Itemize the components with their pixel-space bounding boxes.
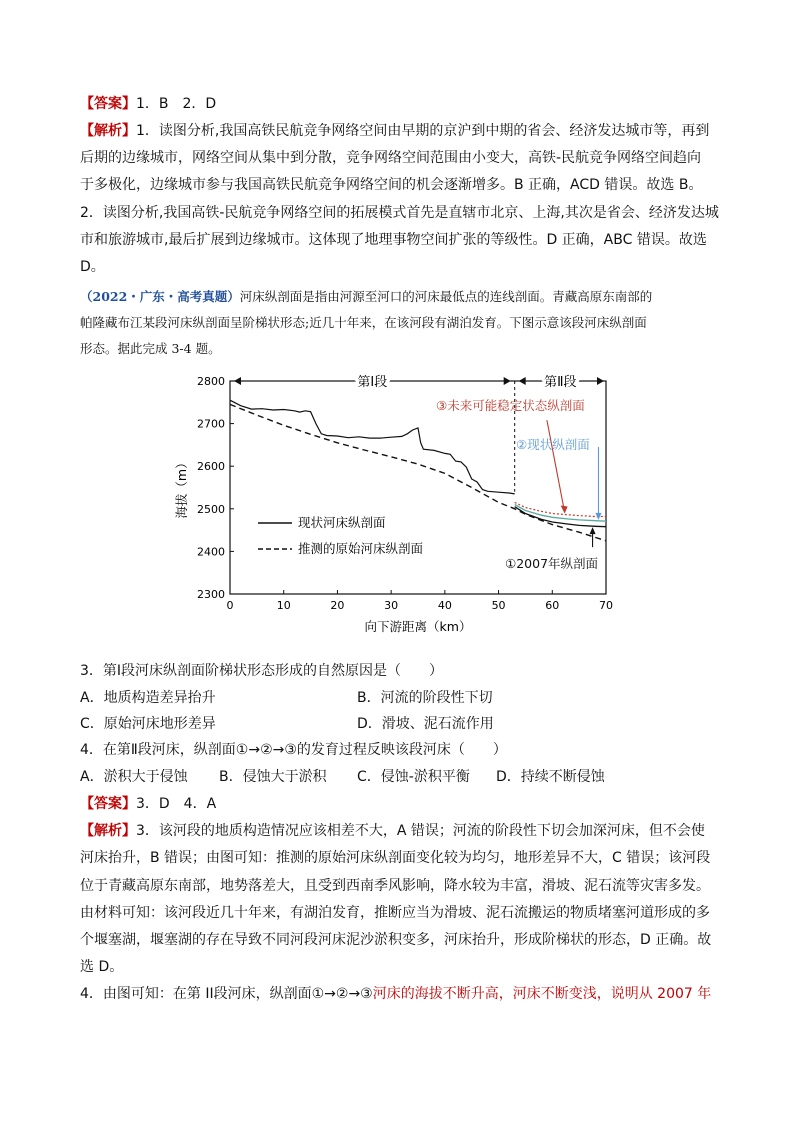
paragraph-line: 河床抬升，B 错误；由图可知：推测的原始河床纵剖面变化较为均匀，地形差异不大，C 错误；该河段 xyxy=(80,850,711,866)
paragraph-line: 1．读图分析,我国高铁民航竞争网络空间由早期的京沪到中期的省会、经济发达城市等，再到 xyxy=(136,123,710,139)
series-line xyxy=(230,400,515,494)
y-tick-label: 2600 xyxy=(197,460,225,474)
analysis-line xyxy=(80,121,709,141)
answer-tag: 【答案】 xyxy=(80,796,136,812)
paragraph-line xyxy=(80,984,711,1004)
annotation-current: ②现状纵剖面 xyxy=(516,437,590,452)
arrow-head xyxy=(519,377,526,385)
q3-option-d[interactable]: D．滑坡、泥石流作用 xyxy=(357,716,494,732)
annotation-arrow xyxy=(547,420,565,512)
answer-text: 3．D 4．A xyxy=(136,796,217,812)
intro-text: 河床纵剖面是指由河源至河口的河床最低点的连线剖面。青藏高原东南部的 xyxy=(239,289,653,304)
question-3-stem: 3．第Ⅰ段河床纵剖面阶梯状形态形成的自然原因是（ ） xyxy=(80,663,444,679)
segment-2-label: 第Ⅱ段 xyxy=(544,375,577,390)
answer-line-2 xyxy=(80,794,216,814)
paragraph-line: 由材料可知：该河段近几十年来，有湖泊发育，推断应当为滑坡、泥石流搬运的物质堵塞河道形成的多 xyxy=(80,905,710,921)
x-tick-label: 10 xyxy=(276,599,291,612)
x-tick-label: 30 xyxy=(384,599,399,612)
annotation-2007: ①2007年纵剖面 xyxy=(505,556,599,571)
analysis-line xyxy=(80,821,705,841)
y-tick-label: 2300 xyxy=(197,588,225,601)
series-line xyxy=(230,404,606,540)
river-profile-chart xyxy=(160,366,630,646)
question-intro-line: 帕隆藏布江某段河床纵剖面呈阶梯状形态;近几十年来，在该河段有湖泊发育。下图示意该段河床纵剖面 xyxy=(80,315,647,330)
x-tick-label: 40 xyxy=(437,599,452,612)
source-tag: （2022・广东・高考真题） xyxy=(80,289,240,304)
paragraph-line: 位于青藏高原东南部，地势落差大，且受到西南季风影响，降水较为丰富，滑坡、泥石流等灾害多发。 xyxy=(80,878,710,894)
answer-text: 1．B 2．D xyxy=(136,96,217,112)
q4-option-d[interactable]: D．持续不断侵蚀 xyxy=(496,769,605,785)
arrow-head xyxy=(590,527,596,534)
paragraph-line: 于多极化，边缘城市参与我国高铁民航竞争网络空间的机会逐渐增多。B 正确，ACD 错误。故选 B。 xyxy=(80,177,703,193)
arrow-head xyxy=(504,377,511,385)
annotation-future: ③未来可能稳定状态纵剖面 xyxy=(436,398,585,413)
q4-option-c[interactable]: C．侵蚀-淤积平衡 xyxy=(357,769,470,785)
segment-1-label: 第Ⅰ段 xyxy=(357,375,388,390)
paragraph-line: 个堰塞湖，堰塞湖的存在导致不同河段河床泥沙淤积变多，河床抬升，形成阶梯状的形态，D 正确。故 xyxy=(80,932,712,948)
question-intro-line: 形态。据此完成 3-4 题。 xyxy=(80,341,221,356)
x-tick-label: 0 xyxy=(226,599,234,612)
arrow-head xyxy=(595,513,601,520)
paragraph-line: 2．读图分析,我国高铁-民航竞争网络空间的拓展模式首先是直辖市北京、上海,其次是省会、经济发达城 xyxy=(80,205,719,221)
legend-item-original: 推测的原始河床纵剖面 xyxy=(298,541,424,556)
q3-option-a[interactable]: A．地质构造差异抬升 xyxy=(80,690,216,706)
paragraph-line: D。 xyxy=(80,259,105,275)
answer-tag: 【答案】 xyxy=(80,96,136,112)
q4-option-b[interactable]: B．侵蚀大于淤积 xyxy=(219,769,327,785)
y-tick-label: 2700 xyxy=(197,417,225,431)
legend-item-current: 现状河床纵剖面 xyxy=(298,515,386,530)
analysis-tag: 【解析】 xyxy=(80,123,136,139)
x-tick-label: 20 xyxy=(330,599,345,612)
arrow-head xyxy=(597,377,604,385)
paragraph-line: 3．该河段的地质构造情况应该相差不大，A 错误；河流的阶段性下切会加深河床，但不会使 xyxy=(136,823,705,839)
x-tick-label: 70 xyxy=(599,599,613,612)
arrow-head xyxy=(234,377,241,385)
paragraph-line: 选 D。 xyxy=(80,959,124,975)
x-axis-label: 向下游距离（km） xyxy=(364,619,472,634)
x-tick-label: 60 xyxy=(545,599,560,612)
y-tick-label: 2400 xyxy=(197,545,225,559)
q3-option-b[interactable]: B．河流的阶段性下切 xyxy=(357,690,493,706)
series-line xyxy=(515,507,606,527)
paragraph-line: 市和旅游城市,最后扩展到边缘城市。这体现了地理事物空间扩张的等级性。D 正确，ABC 错误。故选 xyxy=(80,232,707,248)
y-tick-label: 2800 xyxy=(197,375,225,388)
question-intro-line xyxy=(80,287,652,307)
x-tick-label: 50 xyxy=(491,599,506,612)
analysis-tag: 【解析】 xyxy=(80,823,136,839)
answer-line-1 xyxy=(80,94,216,114)
paragraph-line: 后期的边缘城市，网络空间从集中到分散，竞争网络空间范围由小变大，高铁-民航竞争网络空间趋向 xyxy=(80,150,702,166)
last-line-prefix: 4．由图可知：在第 II段河床，纵剖面①→②→③ xyxy=(80,986,373,1002)
q3-option-c[interactable]: C．原始河床地形差异 xyxy=(80,716,216,732)
last-line-highlight: 河床的海拔不断升高，河床不断变浅，说明从 2007 年 xyxy=(372,986,712,1002)
y-axis-label: 海拔（m） xyxy=(174,456,189,519)
series-line xyxy=(515,505,606,522)
question-4-stem: 4．在第Ⅱ段河床，纵剖面①→②→③的发育过程反映该段河床（ ） xyxy=(80,742,507,758)
y-tick-label: 2500 xyxy=(197,502,225,516)
q4-option-a[interactable]: A．淤积大于侵蚀 xyxy=(80,769,188,785)
arrow-head xyxy=(561,505,568,513)
